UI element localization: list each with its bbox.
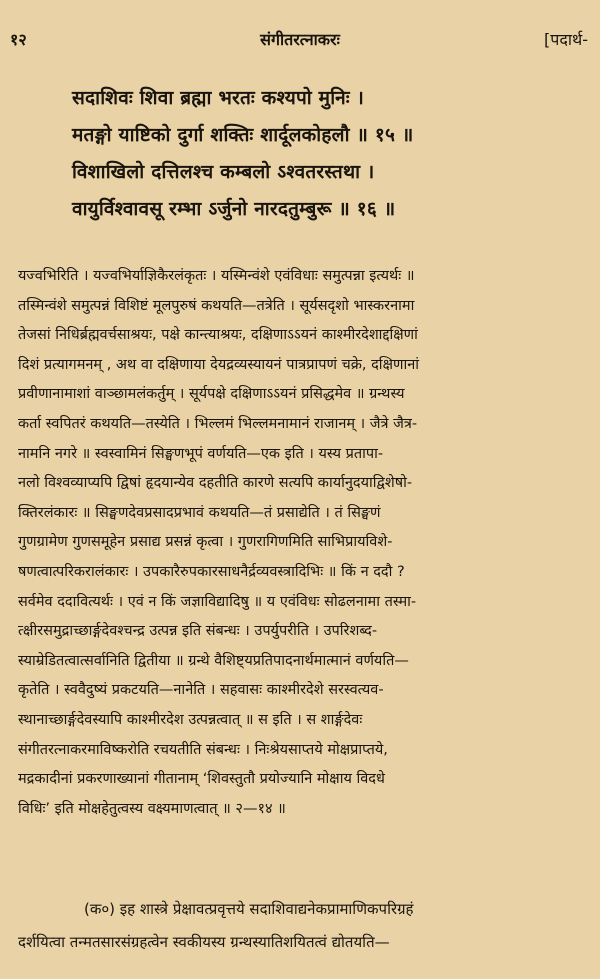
commentary-line: दिशं प्रत्यागमनम् , अथ वा दक्षिणाया देयद्रव्यस्यायनं पात्रप्रापणं चक्रे, दक्षिणानां	[18, 356, 420, 373]
commentary-line: स्थानाच्छार्ङ्गदेवस्यापि काश्मीरदेश उत्पन्नत्वात् ॥ स इति । स शार्ङ्गदेवः	[18, 711, 363, 728]
commentary-line: सर्वमेव ददावित्यर्थः । एवं न किं जज्ञाविद्यादिषु ॥ य एवंविधः सोढलनामा तस्मा-	[18, 593, 417, 610]
footnote-block	[18, 893, 590, 959]
footnote-line: (क०) इह शास्त्रे प्रेक्षावत्प्रवृत्तये सदाशिवाद्यनेकप्रामाणिकपरिग्रहं	[84, 900, 414, 918]
commentary-line: षणत्वात्परिकरालंकारः । उपकारैरुपकारसाधनैर्द्रव्यवस्त्रादिभिः ॥ किं न ददौ ?	[18, 563, 405, 580]
commentary-line: यज्वभिरिति । यज्वभिर्याज्ञिकैरलंकृतः । यस्मिन्वंशे एवंविधाः समुत्पन्ना इत्यर्थः ॥	[18, 268, 415, 284]
commentary-line: त्क्षीरसमुद्राच्छार्ङ्गदेवश्चन्द्र उत्पन्न इति संबन्धः । उपर्युपरीति । उपरिशब्द-	[18, 623, 378, 640]
commentary-line: तस्मिन्वंशे समुत्पन्नं विशिष्टं मूलपुरुषं कथयति—तत्रेति । सूर्यसदृशो भास्करनामा	[18, 297, 415, 314]
commentary-line: कर्ता स्वपितरं कथयति—तस्येति । भिल्लमं भिल्लमनामानं राजानम् । जैत्रे जैत्र-	[18, 415, 418, 432]
verse-block	[72, 80, 582, 228]
commentary-line: कृतेति । स्ववैदुष्यं प्रकटयति—नानेति । सहवासः काश्मीरदेशे सरस्वत्यव-	[18, 682, 384, 699]
verse-line: विशाखिलो दत्तिलश्च कम्बलो ऽश्वतरस्तथा ।	[72, 161, 375, 183]
commentary-block	[18, 262, 590, 824]
verse-line: मतङ्गो याष्टिको दुर्गा शक्तिः शार्दूलकोहलौ ॥ १५ ॥	[72, 124, 414, 146]
footnote-line: दर्शयित्वा तन्मतसारसंग्रहत्वेन स्वकीयस्य ग्रन्थस्यातिशयितत्वं द्योतयति—	[18, 933, 390, 951]
verse-line: सदाशिवः शिवा ब्रह्मा भरतः कश्यपो मुनिः ।	[72, 87, 364, 109]
running-title: संगीतरत्नाकरः	[260, 30, 340, 49]
commentary-line: गुणग्रामेण गुणसमूहेन प्रसाद्य प्रसन्नं कृत्वा । गुणरागिणमिति साभिप्रायविशे-	[18, 534, 393, 551]
commentary-line: नलो विश्वव्याप्यपि द्विषां हृदयान्येव दहतीति कारणे सत्यपि कार्यानुदयाद्विशेषो-	[18, 475, 413, 492]
commentary-line: प्रवीणानामाशां वाञ्छामलंकर्तुम् । सूर्यपक्षे दक्षिणाऽऽयनं प्रसिद्धमेव ॥ ग्रन्थस्य	[18, 386, 405, 403]
commentary-line: तेजसां निधिर्ब्रह्मवर्चसाश्रयः, पक्षे कान्त्याश्रयः, दक्षिणाऽऽयनं काश्मीरदेशाद्दक्षिणां	[18, 327, 418, 344]
verse-line: वायुर्विश्वावसू रम्भा ऽर्जुनो नारदतुम्बुरू ॥ १६ ॥	[72, 198, 396, 220]
commentary-line: स्याम्रेडितत्वात्सर्वानिति द्वितीया ॥ ग्रन्थे वैशिष्ट्यप्रतिपादनार्थमात्मानं वर्णयति—	[18, 652, 409, 669]
commentary-line: संगीतरत्नाकरमाविष्करोति रचयतीति संबन्धः । निःश्रेयसाप्तये मोक्षप्राप्तये,	[18, 741, 388, 758]
commentary-line: मद्रकादीनां प्रकरणाख्यानां गीतानाम् ‘शिवस्तुतौ प्रयोज्यानि मोक्षाय विदधे	[18, 771, 385, 788]
commentary-line: विधिः’ इति मोक्षहेतुत्वस्य वक्ष्यमाणत्वात् ॥ २—१४ ॥	[18, 800, 286, 817]
page-number: १२	[10, 30, 27, 49]
running-header	[0, 28, 600, 56]
commentary-line: क्तिरलंकारः ॥ सिङ्घणदेवप्रसादप्रभावं कथयति—तं प्रसाद्येति । तं सिङ्घणं	[18, 504, 381, 521]
section-marker: [पदार्थ-	[544, 30, 588, 49]
commentary-line: नामनि नगरे ॥ स्वस्वामिनं सिङ्घणभूपं वर्णयति—एक इति । यस्य प्रतापा-	[18, 445, 384, 462]
